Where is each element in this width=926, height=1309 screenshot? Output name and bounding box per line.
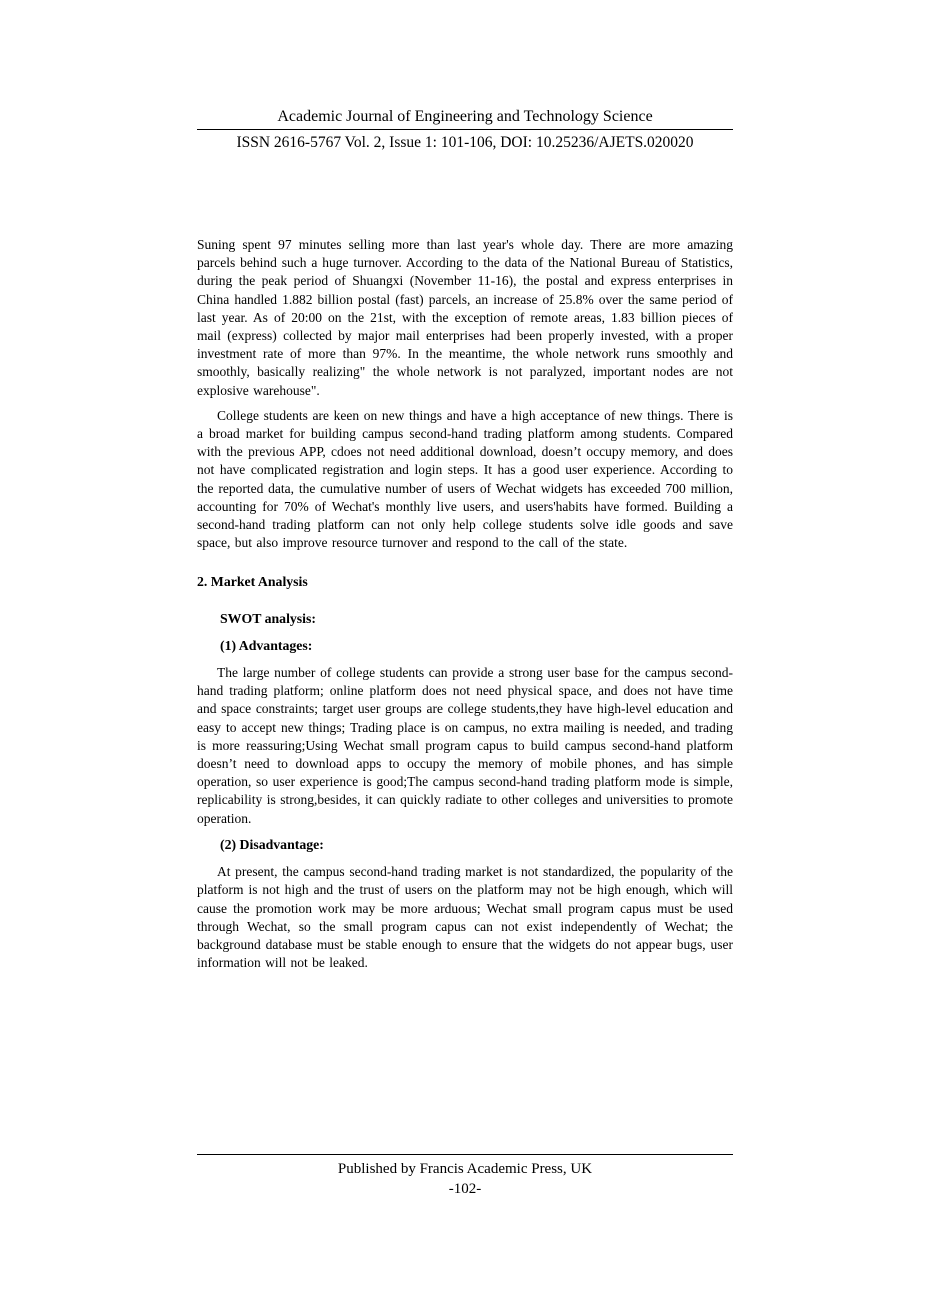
paragraph-advantages: The large number of college students can provide a strong user base for the campus second-hand trading platform; online platform does not need physical space, and does not have time and space constraints; target user groups are college students,they have high-level education and easy to accept new things; Trading place is on campus, no extra mailing is needed, and trading is more reassuring;Using Wechat small program capus to build campus second-hand platform doesn’t need to download apps to occupy the memory of mobile phones, and has simple operation, so user experience is good;The campus second-hand trading platform mode is simple, replicability is strong,besides, it can quickly radiate to other colleges and universities to promote operation.: [197, 665, 733, 826]
footer-rule: [197, 1154, 733, 1155]
disadvantage-label: (2) Disadvantage:: [220, 836, 324, 852]
article-body: [197, 236, 733, 972]
paragraph-disadvantage: At present, the campus second-hand trading market is not standardized, the popularity of the platform is not high and the trust of users on the platform may not be high enough, which will cause the promotion work may be more arduous; Wechat small program capus must be used through Wechat, so the small program capus can not exist independently of Wechat; the background database must be stable enough to ensure that the widgets do not appear bugs, user information will not be leaked.: [197, 864, 733, 971]
journal-title: Academic Journal of Engineering and Technology Science: [277, 108, 653, 125]
swot-analysis-label: SWOT analysis:: [220, 610, 316, 626]
page-number: -102-: [448, 1181, 482, 1197]
paragraph-suning-logistics: Suning spent 97 minutes selling more than last year's whole day. There are more amazing parcels behind such a huge turnover. According to the data of the National Bureau of Statistics, during the peak period of Shuangxi (November 11-16), the postal and express enterprises in China handled 1.882 billion postal (fast) parcels, an increase of 25.8% over the same period of last year. As of 20:00 on the 21st, with the exception of remote areas, 1.83 billion pieces of mail (express) collected by major mail enterprises had been properly invested, with a proper investment rate of more than 97%. In the meantime, the whole network runs smoothly and smoothly, basically realizing" the whole network is not paralyzed, important nodes are not explosive warehouse".: [197, 237, 733, 398]
issn-doi-line: ISSN 2616-5767 Vol. 2, Issue 1: 101-106, DOI: 10.25236/AJETS.020020: [236, 134, 694, 151]
page-header: [197, 106, 733, 153]
publisher-line: Published by Francis Academic Press, UK: [337, 1161, 593, 1177]
paragraph-college-students: College students are keen on new things and have a high acceptance of new things. There is a broad market for building campus second-hand trading platform among students. Compared with the previous APP, cdoes not need additional download, doesn’t occupy memory, and does not have complicated registration and login steps. It has a good user experience. According to the reported data, the cumulative number of users of Wechat widgets has exceeded 700 million, accounting for 70% of Wechat's monthly live users, and users'habits have formed. Building a second-hand trading platform can not only help college students solve idle goods and save space, but also improve resource turnover and respond to the call of the state.: [197, 407, 733, 551]
advantages-label: (1) Advantages:: [220, 637, 313, 653]
page-footer: [197, 1154, 733, 1199]
header-rule: [197, 129, 733, 130]
section-heading-market-analysis: 2. Market Analysis: [197, 574, 308, 590]
